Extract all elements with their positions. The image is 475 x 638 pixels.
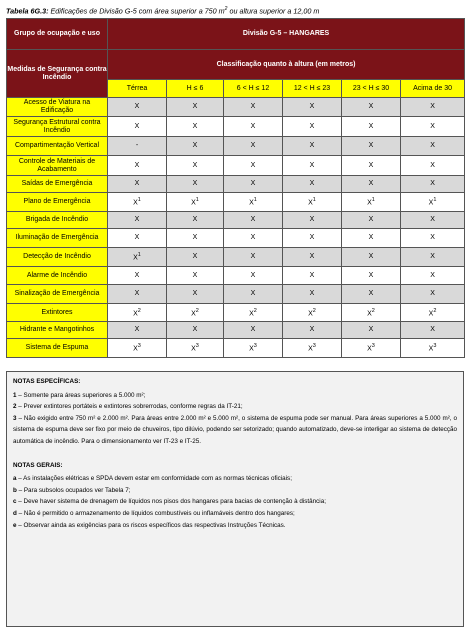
note-reference: 1: [312, 197, 316, 204]
caption-superscript: 2: [224, 6, 228, 12]
requirement-cell: [342, 304, 401, 322]
requirement-cell: [342, 212, 401, 229]
note-text: – Somente para áreas superiores a 5.000 m²;: [16, 391, 146, 399]
note-item: [13, 508, 457, 520]
note-reference: 1: [433, 197, 437, 204]
table-row: [7, 322, 465, 339]
requirement-mark: X: [192, 234, 198, 241]
table-row: [7, 117, 465, 137]
table-row: [7, 212, 465, 229]
requirement-cell: [283, 322, 342, 339]
note-key: c: [13, 498, 17, 506]
requirement-cell: [283, 304, 342, 322]
requirement-mark: X: [430, 234, 435, 241]
note-text: – Observar ainda as exigências para os riscos específicos das respectivas Instruções Técnicas.: [16, 521, 286, 529]
requirement-cell: [401, 229, 465, 248]
caption-text: Edificações de Divisão G-5 com área superior a 750 m: [48, 6, 225, 16]
requirement-cell: [342, 117, 401, 137]
requirement-mark: X: [309, 180, 315, 187]
note-key: 3: [13, 414, 17, 422]
requirement-cell: [283, 193, 342, 212]
requirement-mark: X: [368, 180, 374, 187]
note-key: e: [13, 521, 17, 529]
note-reference: 2: [253, 307, 257, 314]
column-header: 12 < H ≤ 23: [283, 80, 342, 98]
measure-label: Extintores: [7, 304, 108, 322]
requirement-mark: X: [250, 216, 256, 223]
requirement-cell: [224, 137, 283, 156]
requirement-mark: X: [309, 234, 315, 241]
column-header: Acima de 30: [401, 80, 465, 98]
note-item: [13, 390, 457, 402]
requirement-mark: X: [133, 310, 138, 318]
requirement-cell: [224, 98, 283, 117]
specific-notes-title: NOTAS ESPECÍFICAS:: [13, 378, 81, 385]
requirement-mark: X: [134, 122, 140, 130]
column-header: 6 < H ≤ 12: [224, 80, 283, 98]
requirement-cell: [401, 248, 465, 267]
requirement-cell: [224, 304, 283, 322]
requirement-mark: X: [134, 161, 140, 169]
note-reference: 1: [371, 197, 375, 204]
division-header: Divisão G-5 – HANGARES: [108, 19, 465, 50]
requirement-mark: X: [191, 345, 196, 353]
requirement-cell: [167, 229, 224, 248]
requirement-mark: X: [308, 345, 313, 353]
requirement-mark: X: [309, 142, 315, 149]
requirement-cell: [401, 193, 465, 212]
requirement-mark: X: [430, 253, 435, 260]
note-reference: 3: [195, 343, 199, 350]
requirement-cell: [167, 267, 224, 285]
note-reference: 2: [137, 307, 141, 314]
requirement-mark: X: [430, 103, 435, 110]
requirement-mark: X: [309, 253, 315, 260]
requirement-cell: [401, 156, 465, 176]
table-row: [7, 156, 465, 176]
requirement-mark: X: [308, 199, 313, 207]
requirement-cell: [342, 176, 401, 193]
requirement-mark: X: [430, 161, 435, 169]
height-class-header: Classificação quanto à altura (em metros): [108, 50, 465, 80]
requirement-mark: X: [309, 161, 315, 169]
table-row: [7, 98, 465, 117]
requirement-mark: X: [134, 103, 140, 110]
note-key: d: [13, 509, 17, 517]
caption-label: Tabela 6G.3:: [6, 6, 49, 16]
requirement-cell: [401, 176, 465, 193]
requirement-cell: [167, 156, 224, 176]
table-row: [7, 137, 465, 156]
requirement-mark: X: [249, 310, 254, 318]
column-header: Térrea: [108, 80, 167, 98]
requirement-mark: X: [368, 142, 374, 149]
measure-label: Compartimentação Vertical: [7, 137, 108, 156]
requirement-cell: [342, 285, 401, 304]
requirement-mark: X: [250, 161, 256, 169]
note-reference: 1: [253, 197, 257, 204]
requirement-cell: [167, 322, 224, 339]
requirement-cell: [167, 285, 224, 304]
column-header: H ≤ 6: [167, 80, 224, 98]
requirement-mark: X: [368, 290, 374, 297]
requirement-mark: X: [192, 103, 198, 110]
requirement-mark: X: [430, 290, 435, 297]
requirement-cell: [167, 137, 224, 156]
measure-label: Saídas de Emergência: [7, 176, 108, 193]
note-item: [13, 485, 457, 497]
requirement-mark: X: [250, 142, 256, 149]
requirement-cell: [167, 176, 224, 193]
requirement-cell: [283, 212, 342, 229]
requirement-mark: X: [250, 234, 256, 241]
requirement-mark: -: [135, 142, 139, 149]
requirement-cell: [167, 193, 224, 212]
requirement-cell: [401, 322, 465, 339]
note-reference: 3: [137, 343, 141, 350]
measure-label: Sistema de Espuma: [7, 339, 108, 358]
note-reference: 1: [137, 252, 141, 259]
requirement-cell: [342, 267, 401, 285]
table-row: [7, 304, 465, 322]
requirement-mark: X: [249, 345, 254, 353]
notes-box: [6, 371, 464, 627]
requirement-cell: [167, 339, 224, 358]
requirement-cell: [283, 285, 342, 304]
requirement-mark: X: [430, 180, 435, 187]
requirement-cell: [167, 212, 224, 229]
requirement-mark: X: [368, 103, 374, 110]
requirement-mark: X: [192, 326, 198, 333]
requirement-cell: [401, 117, 465, 137]
group-header: Grupo de ocupação e uso: [7, 19, 108, 50]
table-row: [7, 339, 465, 358]
requirement-mark: X: [367, 310, 372, 318]
requirement-mark: X: [368, 271, 374, 279]
requirement-cell: [224, 229, 283, 248]
requirement-cell: [342, 137, 401, 156]
table-row: [7, 229, 465, 248]
requirement-mark: X: [368, 161, 374, 169]
requirement-cell: [224, 212, 283, 229]
requirement-cell: [108, 98, 167, 117]
requirement-mark: X: [367, 345, 372, 353]
requirement-mark: X: [133, 254, 138, 262]
requirement-cell: [283, 98, 342, 117]
requirement-mark: X: [428, 199, 434, 207]
note-text: – Não exigido entre 750 m² e 2.000 m². Para áreas entre 2.000 m² e 5.000 m², o sistema de espuma pode ser manual. Para áreas superiores a 5.000 m², o sistema de espuma deve ser fixo por meio de chuveiros, tipo dilúvio, podendo ser setorizado; quando automatizado, deve-se interligar ao sistema de detecção automática de incêndio. Para o dimensionamento ver IT-23 e IT-25.: [13, 414, 457, 445]
requirement-mark: X: [134, 326, 140, 333]
requirement-mark: X: [192, 142, 198, 149]
requirement-mark: X: [367, 199, 372, 207]
requirement-mark: X: [428, 310, 434, 318]
requirement-cell: [224, 117, 283, 137]
measure-label: Plano de Emergência: [7, 193, 108, 212]
requirement-cell: [224, 248, 283, 267]
requirement-mark: X: [430, 142, 435, 149]
requirement-cell: [224, 322, 283, 339]
measure-label: Acesso de Viatura na Edificação: [7, 98, 108, 117]
requirement-cell: [283, 267, 342, 285]
measure-label: Controle de Materiais de Acabamento: [7, 156, 108, 176]
note-reference: 3: [371, 343, 375, 350]
requirement-mark: X: [250, 290, 256, 297]
requirement-cell: [342, 156, 401, 176]
requirement-cell: [108, 322, 167, 339]
requirement-mark: X: [134, 290, 140, 297]
requirement-mark: X: [368, 326, 374, 333]
note-key: a: [13, 475, 17, 483]
note-reference: 2: [312, 307, 316, 314]
note-reference: 2: [433, 307, 437, 314]
requirement-mark: X: [192, 216, 198, 223]
requirement-mark: X: [309, 271, 315, 279]
requirement-cell: [108, 285, 167, 304]
requirement-mark: X: [309, 122, 315, 130]
requirement-mark: X: [250, 180, 256, 187]
table-row: [7, 176, 465, 193]
note-text: – As instalações elétricas e SPDA devem estar em conformidade com as normas técnicas oficiais;: [16, 475, 292, 483]
requirement-mark: X: [250, 253, 256, 260]
requirement-mark: X: [368, 234, 374, 241]
note-key: b: [13, 486, 17, 494]
requirement-cell: [108, 176, 167, 193]
requirement-cell: [167, 248, 224, 267]
requirement-cell: [401, 339, 465, 358]
requirement-cell: [342, 339, 401, 358]
requirement-mark: X: [134, 271, 140, 279]
table-row: [7, 193, 465, 212]
requirement-cell: [283, 248, 342, 267]
requirement-mark: X: [309, 216, 315, 223]
table-caption: [6, 6, 319, 15]
requirement-mark: X: [309, 290, 315, 297]
requirement-mark: X: [191, 310, 196, 318]
table-row: [7, 285, 465, 304]
requirement-mark: X: [192, 180, 198, 187]
requirement-cell: [401, 285, 465, 304]
note-item: [13, 413, 457, 448]
note-reference: 3: [253, 343, 257, 350]
requirement-cell: [108, 229, 167, 248]
requirement-mark: X: [192, 161, 198, 169]
note-item: [13, 496, 457, 508]
requirement-mark: X: [309, 103, 315, 110]
note-reference: 3: [312, 343, 316, 350]
requirement-cell: [108, 248, 167, 267]
requirement-cell: [167, 98, 224, 117]
requirement-cell: [342, 229, 401, 248]
measure-label: Sinalização de Emergência: [7, 285, 108, 304]
requirement-cell: [283, 137, 342, 156]
requirement-cell: [108, 304, 167, 322]
note-text: – Deve haver sistema de drenagem de líquidos nos pisos dos hangares para bacias de contenção à distância;: [16, 498, 326, 506]
requirement-cell: [108, 267, 167, 285]
note-reference: 1: [137, 197, 141, 204]
requirement-mark: X: [368, 122, 374, 130]
note-key: 1: [13, 391, 17, 399]
requirement-cell: [108, 137, 167, 156]
requirement-mark: X: [192, 253, 198, 260]
requirement-cell: [342, 322, 401, 339]
requirement-cell: [401, 304, 465, 322]
measures-header: Medidas de Segurança contra Incêndio: [7, 50, 108, 98]
requirement-cell: [283, 176, 342, 193]
requirement-mark: X: [192, 290, 198, 297]
note-reference: 2: [195, 307, 199, 314]
requirement-mark: X: [428, 345, 434, 353]
note-reference: 3: [433, 343, 437, 350]
requirement-mark: X: [249, 199, 254, 207]
note-text: – Prever extintores portáteis e extintores sobrerrodas, conforme regras da IT-21;: [16, 403, 243, 411]
note-reference: 2: [371, 307, 375, 314]
requirement-mark: X: [250, 326, 256, 333]
requirement-cell: [108, 193, 167, 212]
requirement-cell: [401, 212, 465, 229]
note-text: – Não é permitido o armazenamento de líquidos combustíveis ou inflamáveis dentro dos hangares;: [16, 509, 295, 517]
requirement-cell: [283, 229, 342, 248]
requirement-mark: X: [430, 326, 435, 333]
requirement-cell: [224, 267, 283, 285]
caption-text-end: ou altura superior a 12,00 m: [227, 6, 320, 16]
requirement-cell: [108, 212, 167, 229]
requirement-mark: X: [134, 216, 140, 223]
requirement-mark: X: [430, 271, 435, 279]
requirement-mark: X: [133, 345, 138, 353]
requirement-cell: [283, 339, 342, 358]
requirement-mark: X: [430, 216, 435, 223]
requirement-mark: X: [191, 199, 196, 207]
requirement-mark: X: [430, 122, 435, 130]
requirement-cell: [224, 156, 283, 176]
column-header: 23 < H ≤ 30: [342, 80, 401, 98]
requirement-mark: X: [250, 271, 256, 279]
requirement-cell: [401, 267, 465, 285]
requirement-mark: X: [134, 180, 140, 187]
requirement-mark: X: [368, 216, 374, 223]
requirement-cell: [342, 248, 401, 267]
requirement-mark: X: [192, 271, 198, 279]
note-item: [13, 520, 457, 532]
requirement-cell: [224, 285, 283, 304]
note-text: – Para subsolos ocupados ver Tabela 7;: [16, 486, 131, 494]
table-row: [7, 267, 465, 285]
measure-label: Alarme de Incêndio: [7, 267, 108, 285]
note-item: [13, 473, 457, 485]
requirement-cell: [401, 137, 465, 156]
requirement-mark: X: [368, 253, 374, 260]
measure-label: Brigada de Incêndio: [7, 212, 108, 229]
requirement-mark: X: [134, 234, 140, 241]
requirement-mark: X: [250, 103, 256, 110]
requirement-mark: X: [309, 326, 315, 333]
general-notes-title: NOTAS GERAIS:: [13, 461, 63, 469]
table-row: [7, 248, 465, 267]
note-item: [13, 401, 457, 413]
requirement-cell: [167, 117, 224, 137]
requirement-cell: [108, 339, 167, 358]
requirement-cell: [283, 117, 342, 137]
measure-label: Detecção de Incêndio: [7, 248, 108, 267]
requirement-cell: [224, 176, 283, 193]
requirement-cell: [401, 98, 465, 117]
requirement-cell: [283, 156, 342, 176]
requirements-table: [6, 18, 465, 358]
note-reference: 1: [195, 197, 199, 204]
requirement-mark: X: [250, 122, 256, 130]
measure-label: Hidrante e Mangotinhos: [7, 322, 108, 339]
requirement-mark: X: [133, 199, 138, 207]
requirement-mark: X: [308, 310, 313, 318]
requirement-cell: [108, 117, 167, 137]
requirement-cell: [108, 156, 167, 176]
requirement-cell: [167, 304, 224, 322]
requirement-cell: [224, 339, 283, 358]
requirement-cell: [224, 193, 283, 212]
note-key: 2: [13, 403, 17, 411]
requirement-cell: [342, 98, 401, 117]
measure-label: Segurança Estrutural contra Incêndio: [7, 117, 108, 137]
requirement-mark: X: [192, 122, 198, 130]
measure-label: Iluminação de Emergência: [7, 229, 108, 248]
requirement-cell: [342, 193, 401, 212]
